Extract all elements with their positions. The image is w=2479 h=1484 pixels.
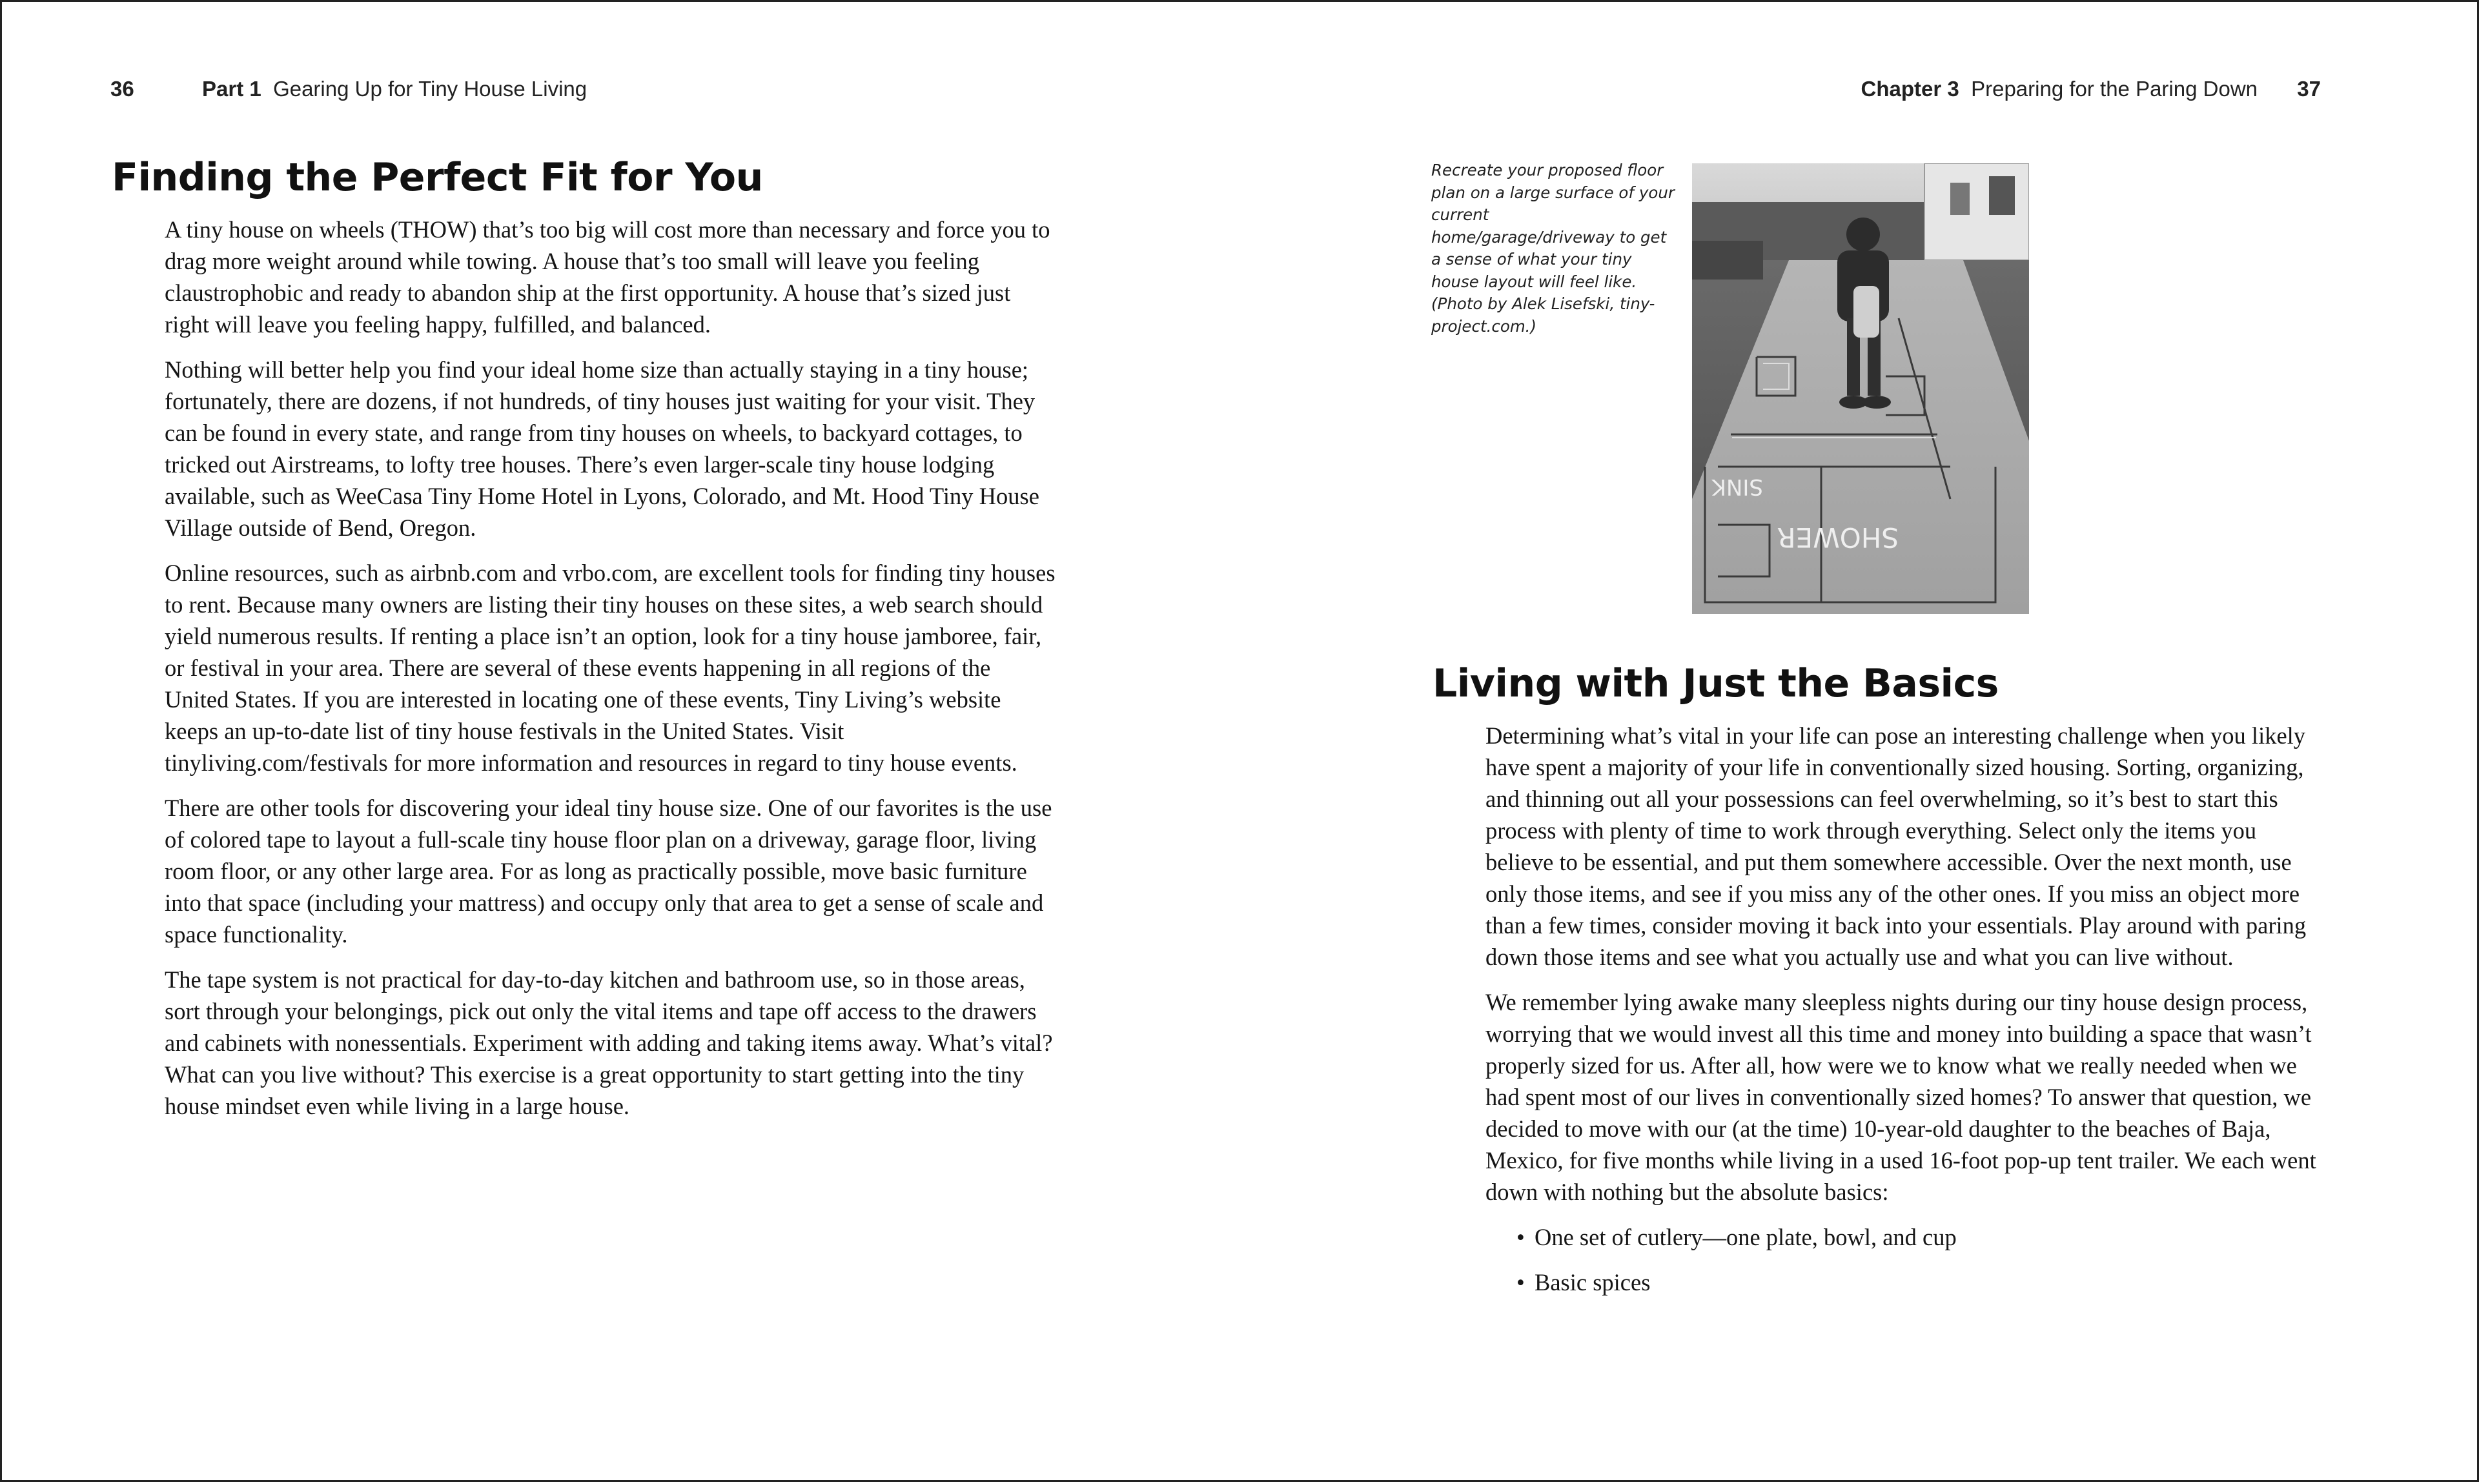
- bullet-dot-icon: •: [1516, 1269, 1525, 1296]
- bullet-dot-icon: •: [1516, 1224, 1525, 1250]
- bullet-item-2: [1485, 1266, 2325, 1298]
- right-chapter-label: Chapter 3: [1861, 77, 1959, 101]
- left-paragraph-1: A tiny house on wheels (THOW) that’s too big will cost more than necessary and force you to drag more weight around while towing. A house that’s too small will leave you feeling claustrophobic and ready to abandon ship at the first opportunity. A house that’s sized just right will leave you feeling happy, fulfilled, and balanced.: [165, 216, 1050, 338]
- left-part-label: Part 1: [202, 77, 261, 101]
- photo-chalk-sink: SINK: [1711, 474, 1763, 500]
- left-part-title: Gearing Up for Tiny House Living: [273, 77, 587, 101]
- left-paragraph-4: There are other tools for discovering your ideal tiny house size. One of our favorites is the use of colored tape to layout a full-scale tiny house floor plan on a driveway, garage floor, living room floor, or any other large area. For as long as practically possible, move basic furniture into that space (including your mattress) and occupy only that area to get a sense of scale and space functionality.: [165, 795, 1052, 948]
- left-page-number: 36: [110, 77, 134, 101]
- right-body-text: [1485, 720, 2325, 1312]
- right-page: [1241, 2, 2479, 1484]
- bullet-item-1: [1485, 1221, 2325, 1253]
- left-section-heading: Finding the Perfect Fit for You: [112, 155, 763, 200]
- bullet-item-1-text: One set of cutlery—one plate, bowl, and cup: [1535, 1224, 1957, 1250]
- left-page: [2, 2, 1241, 1484]
- right-section-heading: Living with Just the Basics: [1433, 661, 1999, 706]
- left-part-label-group: [202, 77, 587, 101]
- right-paragraph-1: Determining what’s vital in your life can pose an interesting challenge when you likely have spent a majority of your life in conventionally sized housing. Sorting, organizing, and thinning out all your possessions can feel overwhelming, so it’s best to start this process with plenty of time to work through everything. Select only the items you believe to be essential, and put them somewhere accessible. Over the next month, use only those items, and see if you miss any of the other ones. If you miss an object more than a few times, consider moving it back into your essentials. Play around with paring down those items and see what you actually use and what you can live without.: [1485, 722, 2307, 970]
- right-page-number: 37: [2297, 77, 2321, 101]
- basics-bullet-list: [1485, 1221, 2325, 1298]
- right-chapter-label-group: [1861, 77, 2258, 101]
- right-paragraph-2: We remember lying awake many sleepless nights during our tiny house design process, worrying that we would invest all this time and money into building a space that wasn’t properly sized for us. After all, how were we to know what we really needed when we had spent most of our lives in conventionally sized homes? To answer that question, we decided to move with our (at the time) 10-year-old daughter to the beaches of Baja, Mexico, for five months while living in a used 16-foot pop-up tent trailer. We each went down with nothing but the absolute basics:: [1485, 989, 2316, 1205]
- left-paragraph-3: Online resources, such as airbnb.com and vrbo.com, are excellent tools for finding tiny houses to rent. Because many owners are listing their tiny houses on these sites, a web search should yield numerous results. If renting a place isn’t an option, look for a tiny house jamboree, fair, or festival in your area. There are several of these events happening in all regions of the United States. If you are interested in locating one of these events, Tiny Living’s website keeps an up-to-date list of tiny house festivals in the United States. Visit tinyliving.com/festivals for more information and resources in regard to tiny house events.: [165, 560, 1056, 776]
- left-paragraph-2: Nothing will better help you find your ideal home size than actually staying in a tiny house; fortunately, there are dozens, if not hundreds, of tiny houses just waiting for your visit. They can be found in every state, and range from tiny houses on wheels, to backyard cottages, to tricked out Airstreams, to lofty tree houses. There’s even larger-scale tiny house lodging available, such as WeeCasa Tiny Home Hotel in Lyons, Colorado, and Mt. Hood Tiny House Village outside of Bend, Oregon.: [165, 356, 1039, 541]
- left-body-text: [165, 214, 1056, 1135]
- photo-illustration: [1692, 163, 2029, 614]
- right-chapter-title: Preparing for the Paring Down: [1971, 77, 2258, 101]
- figure-caption: Recreate your proposed floor plan on a large surface of your current home/garage/driveway to get a sense of what your tiny house layout will feel like. (Photo by Alek Lisefski, tiny-project.com.): [1431, 161, 1675, 336]
- left-paragraph-5: The tape system is not practical for day-to-day kitchen and bathroom use, so in those areas, sort through your belongings, pick out only the vital items and tape off access to the drawers and cabinets with nonessentials. Experiment with adding and taking items away. What’s vital? What can you live without? This exercise is a great opportunity to start getting into the tiny house mindset even while living in a large house.: [165, 966, 1053, 1119]
- photo-chalk-shower: SHOWER: [1777, 522, 1899, 553]
- floor-plan-photo: [1692, 163, 2029, 614]
- bullet-item-2-text: Basic spices: [1535, 1269, 1651, 1296]
